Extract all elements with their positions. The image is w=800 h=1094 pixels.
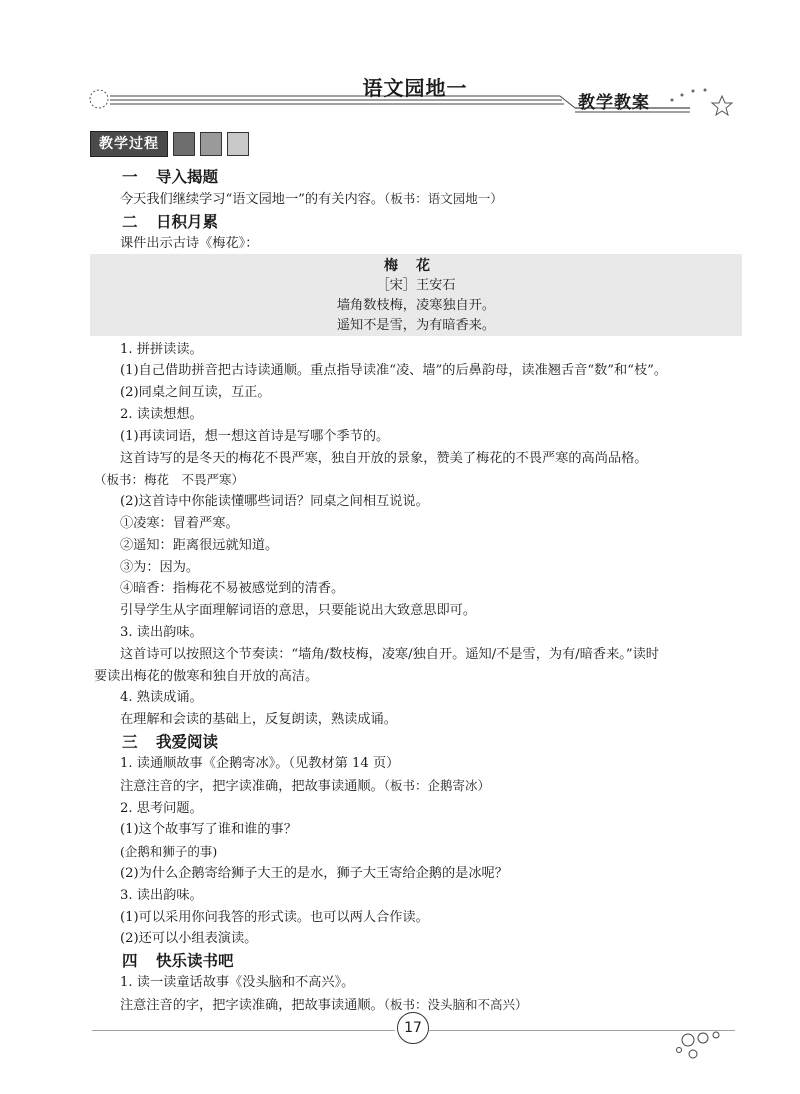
badge-square (200, 132, 222, 156)
badge-square (227, 132, 249, 156)
paragraph: (1)可以采用你问我答的形式读。也可以两人合作读。 (120, 909, 429, 925)
step-heading: 4. 熟读成诵。 (120, 690, 203, 706)
paragraph: 在理解和会读的基础上，反复朗读，熟读成诵。 (120, 712, 397, 728)
lesson-plan-label: 教学教案 (578, 93, 650, 113)
step-heading: 1. 拼拼读读。 (120, 341, 203, 357)
dotted-circle-icon (90, 90, 108, 108)
section-heading: 二 日积月累 (122, 212, 219, 231)
bubble-icon (682, 1034, 694, 1046)
bubble-icon (713, 1032, 719, 1038)
chapter-title: 语文园地一 (362, 76, 468, 100)
badge-label: 教学过程 (90, 131, 168, 157)
paragraph: (1)再读词语，想一想这首诗是写哪个季节的。 (120, 428, 390, 444)
page-number: 17 (397, 1012, 429, 1044)
paragraph: 要读出梅花的傲寒和独自开放的高洁。 (94, 668, 319, 684)
header-decoration (0, 0, 800, 130)
word-item: ②遥知：距离很远就知道。 (120, 537, 279, 553)
step-heading: 1. 读通顺故事《企鹅寄冰》。（见教材第 14 页） (120, 755, 400, 771)
paragraph: 注意注音的字，把字读准确，把故事读通顺。（板书：企鹅寄冰） (120, 777, 491, 794)
bubble-icon (698, 1033, 708, 1043)
paragraph: 今天我们继续学习“语文园地一”的有关内容。（板书：语文园地一） (120, 191, 503, 207)
step-heading: 3. 读出韵味。 (120, 624, 203, 640)
paragraph: (1)这个故事写了谁和谁的事？ (120, 822, 297, 838)
paragraph: 这首诗可以按照这个节奏读：“墙角/数枝梅，凌寒/独自开。遥知/不是雪，为有/暗香来。”读时 (120, 646, 659, 662)
star-icon (712, 96, 732, 115)
paragraph: (1)自己借助拼音把古诗读通顺。重点指导读准“凌、墙”的后鼻韵母，读准翘舌音“数”和“枝”。 (120, 363, 668, 379)
poem-title: 梅花 (384, 258, 448, 274)
section-badge (90, 132, 249, 156)
step-heading: 1. 读一读童话故事《没头脑和不高兴》。 (120, 975, 355, 991)
word-item: ①凌寒：冒着严寒。 (120, 515, 239, 531)
main-content (94, 166, 740, 1017)
step-heading: 2. 思考问题。 (120, 800, 203, 816)
section-heading: 四 快乐读书吧 (122, 952, 234, 971)
paragraph: 引导学生从字面理解词语的意思，只要能说出大致意思即可。 (120, 603, 477, 619)
poem-line: 墙角数枝梅，凌寒独自开。 (336, 298, 496, 313)
badge-square (173, 132, 195, 156)
paragraph: (2)还可以小组表演读。 (120, 931, 258, 947)
bubble-icon (689, 1050, 697, 1058)
step-heading: 3. 读出韵味。 (120, 887, 203, 903)
poem-author: ［宋］王安石 (376, 278, 456, 293)
bubble-icon (677, 1048, 682, 1053)
paragraph: (2)这首诗中你能读懂哪些词语？同桌之间相互说说。 (120, 494, 429, 510)
word-item: ④暗香：指梅花不易被感觉到的清香。 (120, 581, 345, 597)
section-heading: 一 导入揭题 (122, 168, 219, 186)
answer-note: (企鹅和狮子的事) (120, 844, 218, 860)
paragraph: (2)为什么企鹅寄给狮子大王的是水，狮子大王寄给企鹅的是冰呢？ (120, 865, 508, 881)
poem-line: 遥知不是雪，为有暗香来。 (336, 318, 496, 333)
board-note: （板书：梅花 不畏严寒） (94, 472, 245, 488)
paragraph: 课件出示古诗《梅花》： (120, 235, 259, 251)
paragraph: (2)同桌之间互读，互正。 (120, 385, 271, 401)
paragraph: 注意注音的字，把字读准确，把故事读通顺。（板书：没头脑和不高兴） (120, 996, 528, 1013)
section-heading: 三 我爱阅读 (122, 732, 219, 751)
page-header (0, 0, 800, 130)
paragraph: 这首诗写的是冬天的梅花不畏严寒，独自开放的景象，赞美了梅花的不畏严寒的高尚品格。 (120, 450, 648, 466)
step-heading: 2. 读读想想。 (120, 406, 203, 422)
word-item: ③为：因为。 (120, 559, 200, 575)
